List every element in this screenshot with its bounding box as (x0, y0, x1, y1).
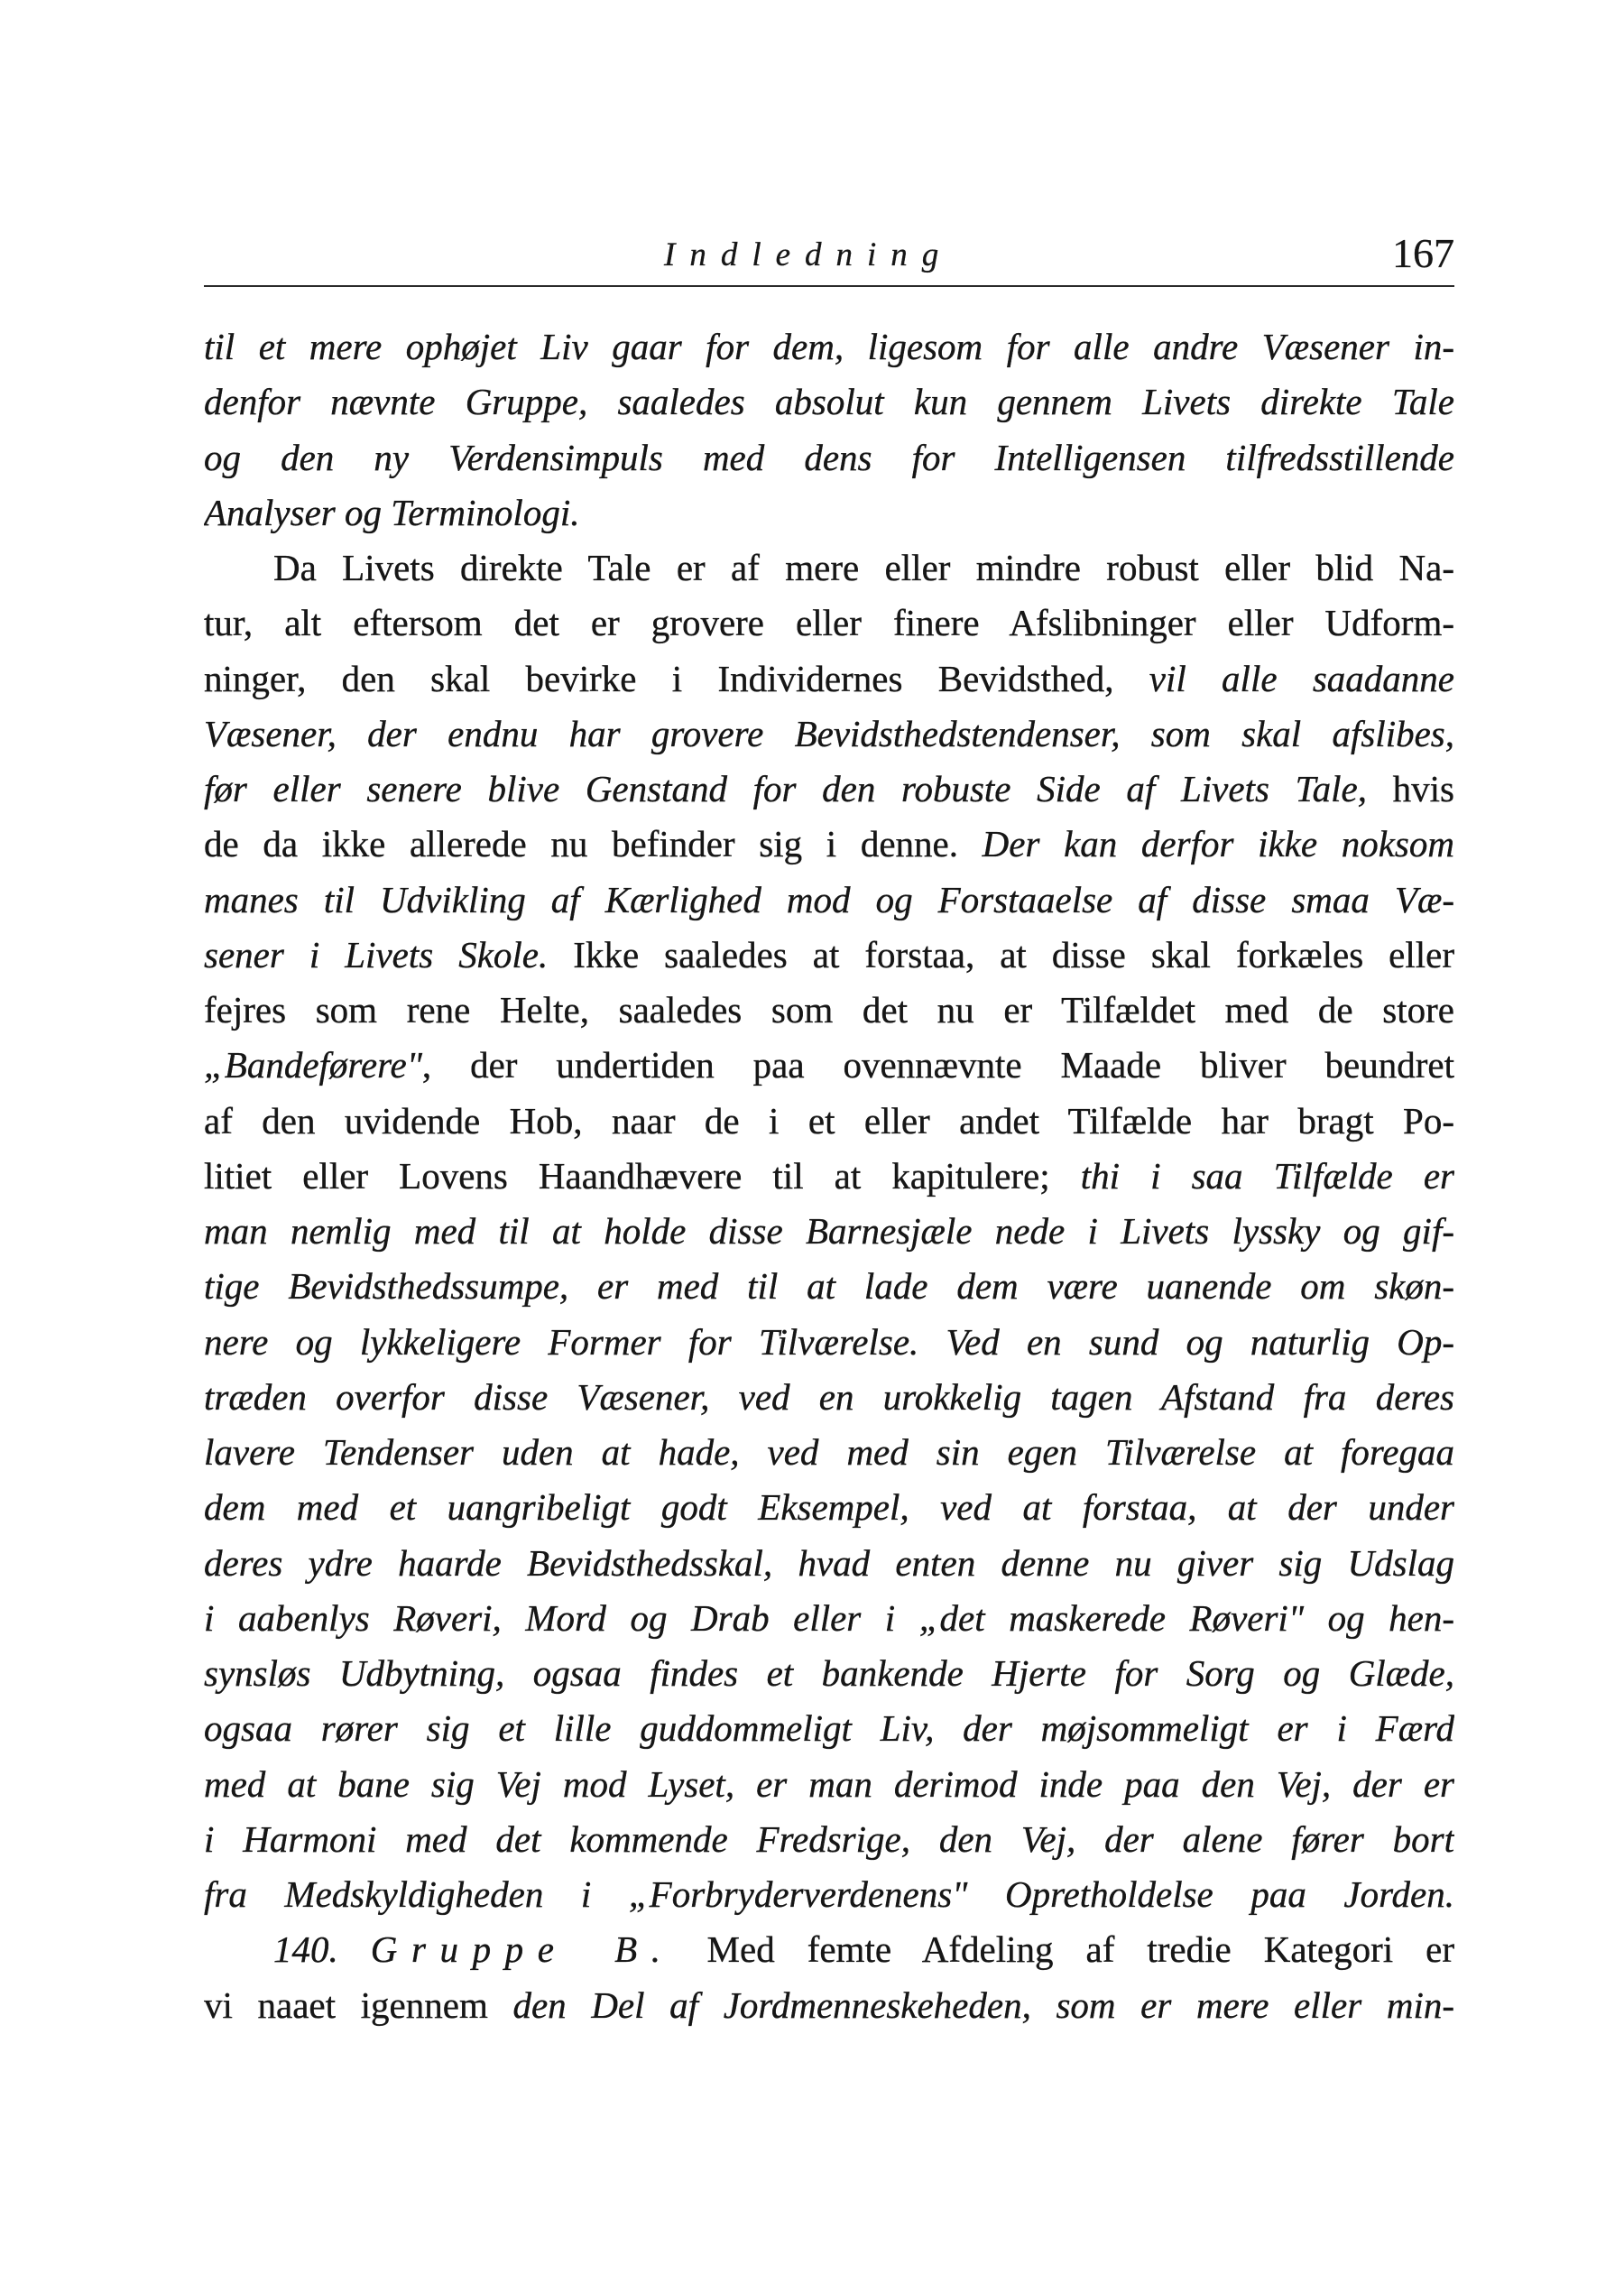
text-line (204, 1038, 1454, 1093)
body-text (204, 319, 1454, 2033)
text-run: før eller senere blive Genstand for den robuste Side af Livets Tale, (204, 768, 1367, 809)
text-line (204, 652, 1454, 707)
spaced-heading-run: Gruppe B. (370, 1928, 675, 1971)
text-run: , der undertiden paa ovennævnte Maade bliver beundret (421, 1044, 1454, 1086)
text-run: synsløs Udbytning, ogsaa findes et bankende Hjerte for Sorg og Glæde, (204, 1652, 1454, 1694)
text-line (204, 1536, 1454, 1591)
text-run: af den uvidende Hob, naar de i et eller andet Tilfælde har bragt Po- (204, 1099, 1454, 1142)
text-run: hvis (1366, 768, 1454, 809)
text-run: dem med et uangribeligt godt Eksempel, ved at forstaa, at der under (204, 1486, 1454, 1529)
text-line (204, 1757, 1454, 1812)
text-run: „Bandeførere" (204, 1044, 422, 1086)
text-line (204, 1480, 1454, 1535)
text-line (204, 1978, 1454, 2033)
text-line (204, 541, 1454, 596)
text-line (204, 1149, 1454, 1204)
text-line (204, 1922, 1454, 1977)
text-line (204, 1812, 1454, 1867)
text-run: Væsener, der endnu har grovere Bevidsthedstendenser, som skal afslibes, (204, 712, 1454, 754)
text-run: man nemlig med til at holde disse Barnesjæle nede i Livets lyssky og gif- (204, 1210, 1454, 1252)
text-line (204, 983, 1454, 1038)
text-line (204, 1094, 1454, 1149)
text-run: tige Bevidsthedssumpe, er med til at lade dem være uanende om skøn- (204, 1265, 1454, 1308)
text-run: deres ydre haarde Bevidsthedsskal, hvad enten denne nu giver sig Udslag (204, 1541, 1454, 1584)
text-line (204, 873, 1454, 928)
text-run: vi naaet igennem (204, 1983, 513, 2026)
text-run: de da ikke allerede nu befinder sig i denne. (204, 823, 983, 865)
text-line (204, 319, 1454, 374)
text-run: tur, alt eftersom det er grovere eller finere Afslibninger eller Udform- (204, 602, 1454, 644)
text-run: ogsaa rører sig et lille guddommeligt Liv, der møjsommeligt er i Færd (204, 1707, 1454, 1750)
text-run: og den ny Verdensimpuls med dens for Intelligensen tilfredsstillende (204, 436, 1454, 478)
text-line (204, 1867, 1454, 1922)
text-line (204, 430, 1454, 485)
text-run: sener i Livets Skole. (204, 933, 549, 975)
text-line (204, 1425, 1454, 1480)
text-run: ninger, den skal bevirke i Individernes Bevidsthed, (204, 657, 1149, 699)
running-header (204, 226, 1454, 285)
text-run: Der kan derfor ikke noksom (982, 823, 1454, 865)
text-run: nere og lykkeligere Former for Tilværelse. Ved en sund og naturlig Op- (204, 1320, 1454, 1363)
text-line (204, 1701, 1454, 1756)
text-line (204, 1315, 1454, 1370)
text-line (204, 1646, 1454, 1701)
text-run: Da Livets direkte Tale er af mere eller mindre robust eller blid Na- (273, 547, 1454, 588)
text-run: lavere Tendenser uden at hade, ved med sin egen Tilværelse at foregaa (204, 1431, 1454, 1473)
running-title: Indledning (664, 236, 954, 273)
text-run: fra Medskyldigheden i „Forbryderverdenens" Opretholdelse paa Jorden. (204, 1873, 1454, 1915)
page-number: 167 (1392, 230, 1454, 276)
text-line (204, 1259, 1454, 1314)
text-line (204, 817, 1454, 872)
text-line (204, 1370, 1454, 1425)
text-run: 140. (273, 1928, 371, 1971)
text-line (204, 485, 1454, 541)
text-run: litiet eller Lovens Haandhævere til at kapitulere; (204, 1154, 1081, 1197)
text-run: thi i saa Tilfælde er (1080, 1154, 1454, 1197)
text-run: til et mere ophøjet Liv gaar for dem, ligesom for alle andre Væsener in- (204, 326, 1454, 367)
text-run: vil alle saadanne (1149, 657, 1454, 699)
text-run: træden overfor disse Væsener, ved en urokkelig tagen Afstand fra deres (204, 1375, 1454, 1418)
text-line (204, 928, 1454, 983)
text-run: med at bane sig Vej mod Lyset, er man derimod inde paa den Vej, der er (204, 1762, 1454, 1805)
header-rule (204, 285, 1454, 287)
text-line (204, 707, 1454, 762)
text-run: Ikke saaledes at forstaa, at disse skal forkæles eller (548, 933, 1454, 975)
text-run: fejres som rene Helte, saaledes som det nu er Tilfældet med de store (204, 989, 1454, 1031)
text-line (204, 1591, 1454, 1646)
text-run: i Harmoni med det kommende Fredsrige, den Vej, der alene fører bort (204, 1817, 1454, 1860)
text-run: den Del af Jordmenneskeheden, som er mere eller min- (512, 1983, 1454, 2026)
text-line (204, 596, 1454, 651)
text-run: denfor nævnte Gruppe, saaledes absolut kun gennem Livets direkte Tale (204, 381, 1454, 423)
text-run: i aabenlys Røveri, Mord og Drab eller i „det maskerede Røveri" og hen- (204, 1596, 1454, 1639)
text-line (204, 1204, 1454, 1259)
text-run: manes til Udvikling af Kærlighed mod og Forstaaelse af disse smaa Væ- (204, 878, 1454, 920)
text-line (204, 762, 1454, 817)
text-run: Analyser og Terminologi. (204, 491, 580, 533)
text-line (204, 374, 1454, 430)
text-run: Med femte Afdeling af tredie Kategori er (674, 1928, 1454, 1971)
